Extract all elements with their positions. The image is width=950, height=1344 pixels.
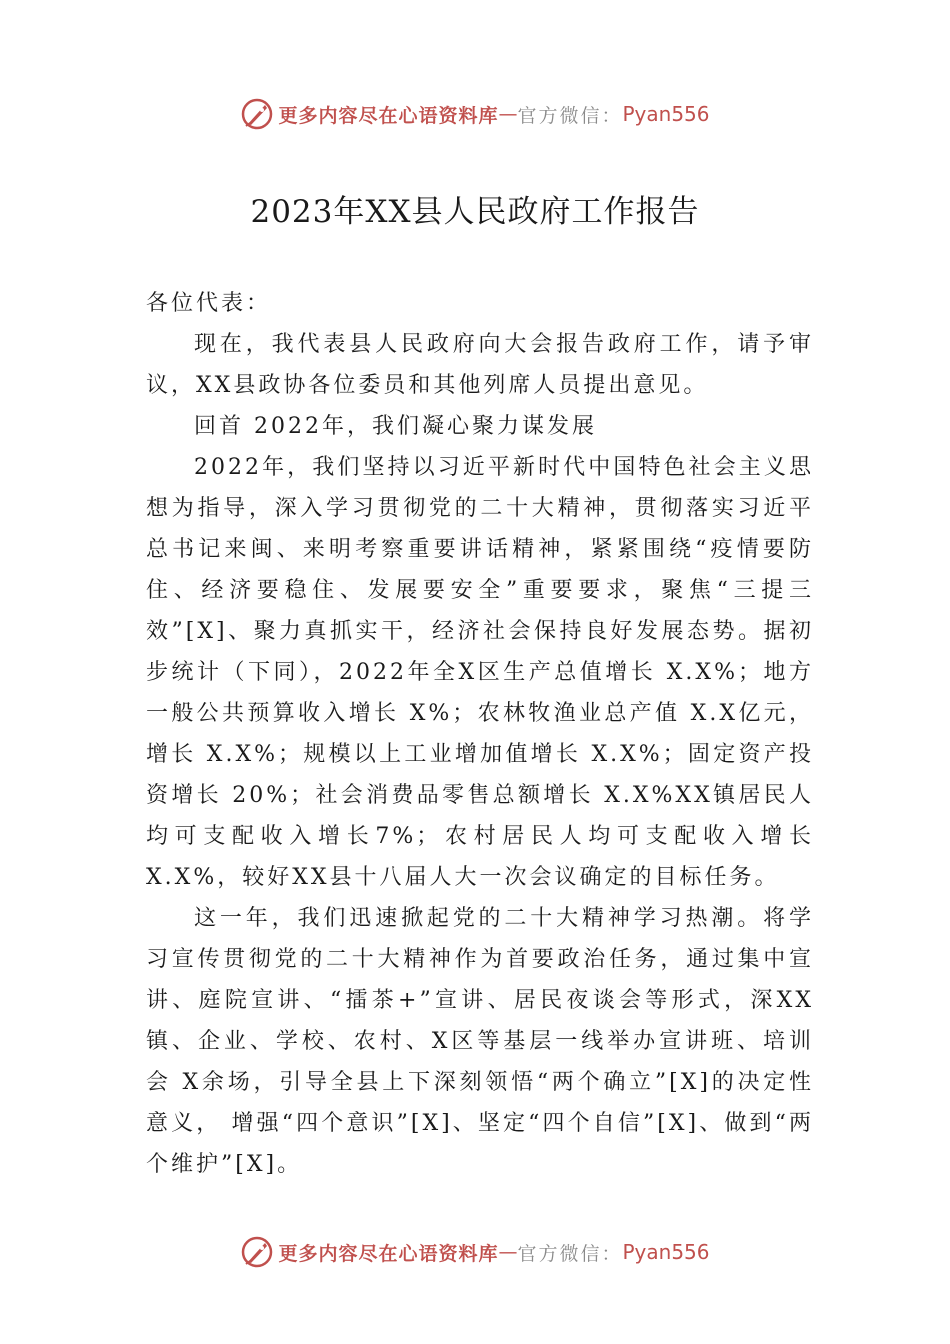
quill-pen-logo-icon	[240, 97, 274, 131]
banner-wechat-id: Pyan556	[622, 102, 710, 126]
header-banner	[0, 94, 950, 134]
section-heading: 回首 2022年，我们凝心聚力谋发展	[194, 414, 597, 439]
banner-wechat-label: 官方微信：	[517, 104, 623, 127]
salutation: 各位代表：	[146, 291, 272, 316]
paragraph-study-campaign: 这一年，我们迅速掀起党的二十大精神学习热潮。将学习宣传贯彻党的二十大精神作为首要政治任务，通过集中宣讲、庭院宣讲、“擂茶+”宣讲、居民夜谈会等形式，深XX镇、企业、学校、农村、X区等基层一线举办宣讲班、培训会 X余场，引导全县上下深刻领悟“两个确立”[X]的决定性意义， 增强“四个意识”[X]、坚定“四个自信”[X]、做到“两个维护”[X]。	[146, 906, 814, 1177]
footer-banner	[0, 1232, 950, 1272]
paragraph-2022-summary: 2022年，我们坚持以习近平新时代中国特色社会主义思想为指导，深入学习贯彻党的二十大精神，贯彻落实习近平总书记来闽、来明考察重要讲话精神，紧紧围绕“疫情要防住、经济要稳住、发展要安全”重要要求，聚焦“三提三效”[X]、聚力真抓实干，经济社会保持良好发展态势。据初步统计（下同），2022年全X区生产总值增长 X.X%；地方一般公共预算收入增长 X%；农林牧渔业总产值 X.X亿元，增长 X.X%；规模以上工业增加值增长 X.X%；固定资产投资增长 20%；社会消费品零售总额增长 X.X%XX镇居民人均可支配收入增长7%；农村居民人均可支配收入增长 X.X%，较好XX县十八届人大一次会议确定的目标任务。	[146, 455, 814, 890]
banner-main-text: 更多内容尽在心语资料库	[278, 1242, 499, 1265]
banner-dash: —	[498, 1241, 518, 1263]
banner-wechat-label: 官方微信：	[517, 1242, 623, 1265]
document-body	[146, 283, 814, 1185]
banner-main-text: 更多内容尽在心语资料库	[278, 104, 499, 127]
document-title: 2023年XX县人民政府工作报告	[250, 194, 700, 230]
quill-pen-logo-icon	[240, 1235, 274, 1269]
banner-dash: —	[498, 103, 518, 125]
paragraph-intro: 现在，我代表县人民政府向大会报告政府工作，请予审议，XX县政协各位委员和其他列席人员提出意见。	[146, 332, 814, 398]
banner-wechat-id: Pyan556	[622, 1240, 710, 1264]
